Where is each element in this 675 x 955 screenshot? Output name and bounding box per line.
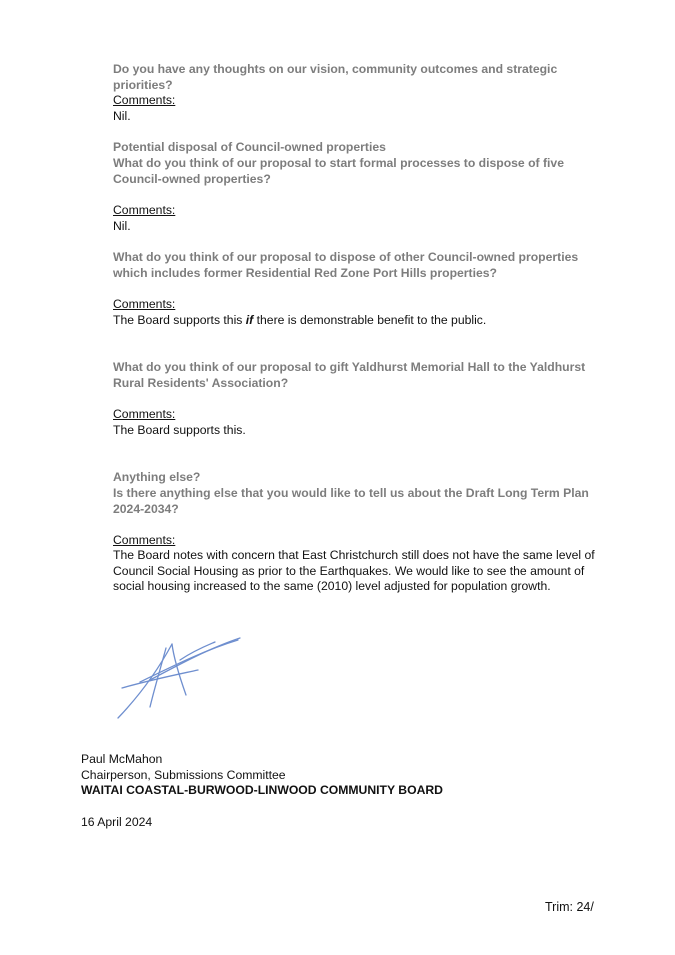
comments-label-2 (113, 203, 603, 219)
answer-dispose-other (113, 313, 603, 329)
comments-label: Comments: (113, 407, 176, 421)
comments-label-1 (113, 93, 603, 109)
comments-label: Comments: (113, 93, 176, 107)
question-yaldhurst-hall: What do you think of our proposal to gift Yaldhurst Memorial Hall to the Yaldhurst Rural Residents' Association? (113, 360, 586, 390)
signature-stroke (180, 642, 215, 660)
answer-yaldhurst-hall: The Board supports this. (113, 423, 246, 437)
answer-text-before: The Board supports this (113, 313, 246, 327)
signatory-name: Paul McMahon (81, 752, 163, 766)
trim-reference: Trim: 24/ (545, 900, 594, 914)
heading-anything-else: Anything else? (113, 470, 201, 484)
answer-text-after: there is demonstrable benefit to the public. (253, 313, 487, 327)
question-dispose-other: What do you think of our proposal to dispose of other Council-owned properties which includes former Residential Red Zone Port Hills properties? (113, 250, 579, 280)
document-date: 16 April 2024 (81, 815, 153, 829)
signature-stroke (172, 644, 186, 695)
signatory-board: WAITAI COASTAL-BURWOOD-LINWOOD COMMUNITY BOARD (81, 783, 443, 797)
comments-label: Comments: (113, 203, 176, 217)
signatory-role: Chairperson, Submissions Committee (81, 768, 286, 782)
question-vision: Do you have any thoughts on our vision, community outcomes and strategic priorities? (113, 62, 558, 92)
signature-stroke (140, 640, 238, 682)
heading-disposal: Potential disposal of Council-owned properties (113, 140, 386, 154)
answer-anything-else: The Board notes with concern that East Christchurch still does not have the same level of Council Social Housing as prior to the Earthquakes. We would like to see the amount of social housing increased to the same (2010) level adjusted for population growth. (113, 548, 595, 594)
comments-label-3 (113, 297, 603, 313)
answer-dispose-five: Nil. (113, 219, 131, 233)
signature-image (110, 630, 250, 725)
comments-label-4 (113, 407, 603, 423)
question-anything-else: Is there anything else that you would like to tell us about the Draft Long Term Plan 2024-2034? (113, 486, 589, 516)
question-dispose-five: What do you think of our proposal to start formal processes to dispose of five Council-owned properties? (113, 156, 564, 186)
comments-label: Comments: (113, 533, 176, 547)
answer-vision: Nil. (113, 109, 131, 123)
comments-label: Comments: (113, 297, 176, 311)
comments-label-5 (113, 533, 603, 549)
answer-emphasis: if (245, 313, 254, 327)
